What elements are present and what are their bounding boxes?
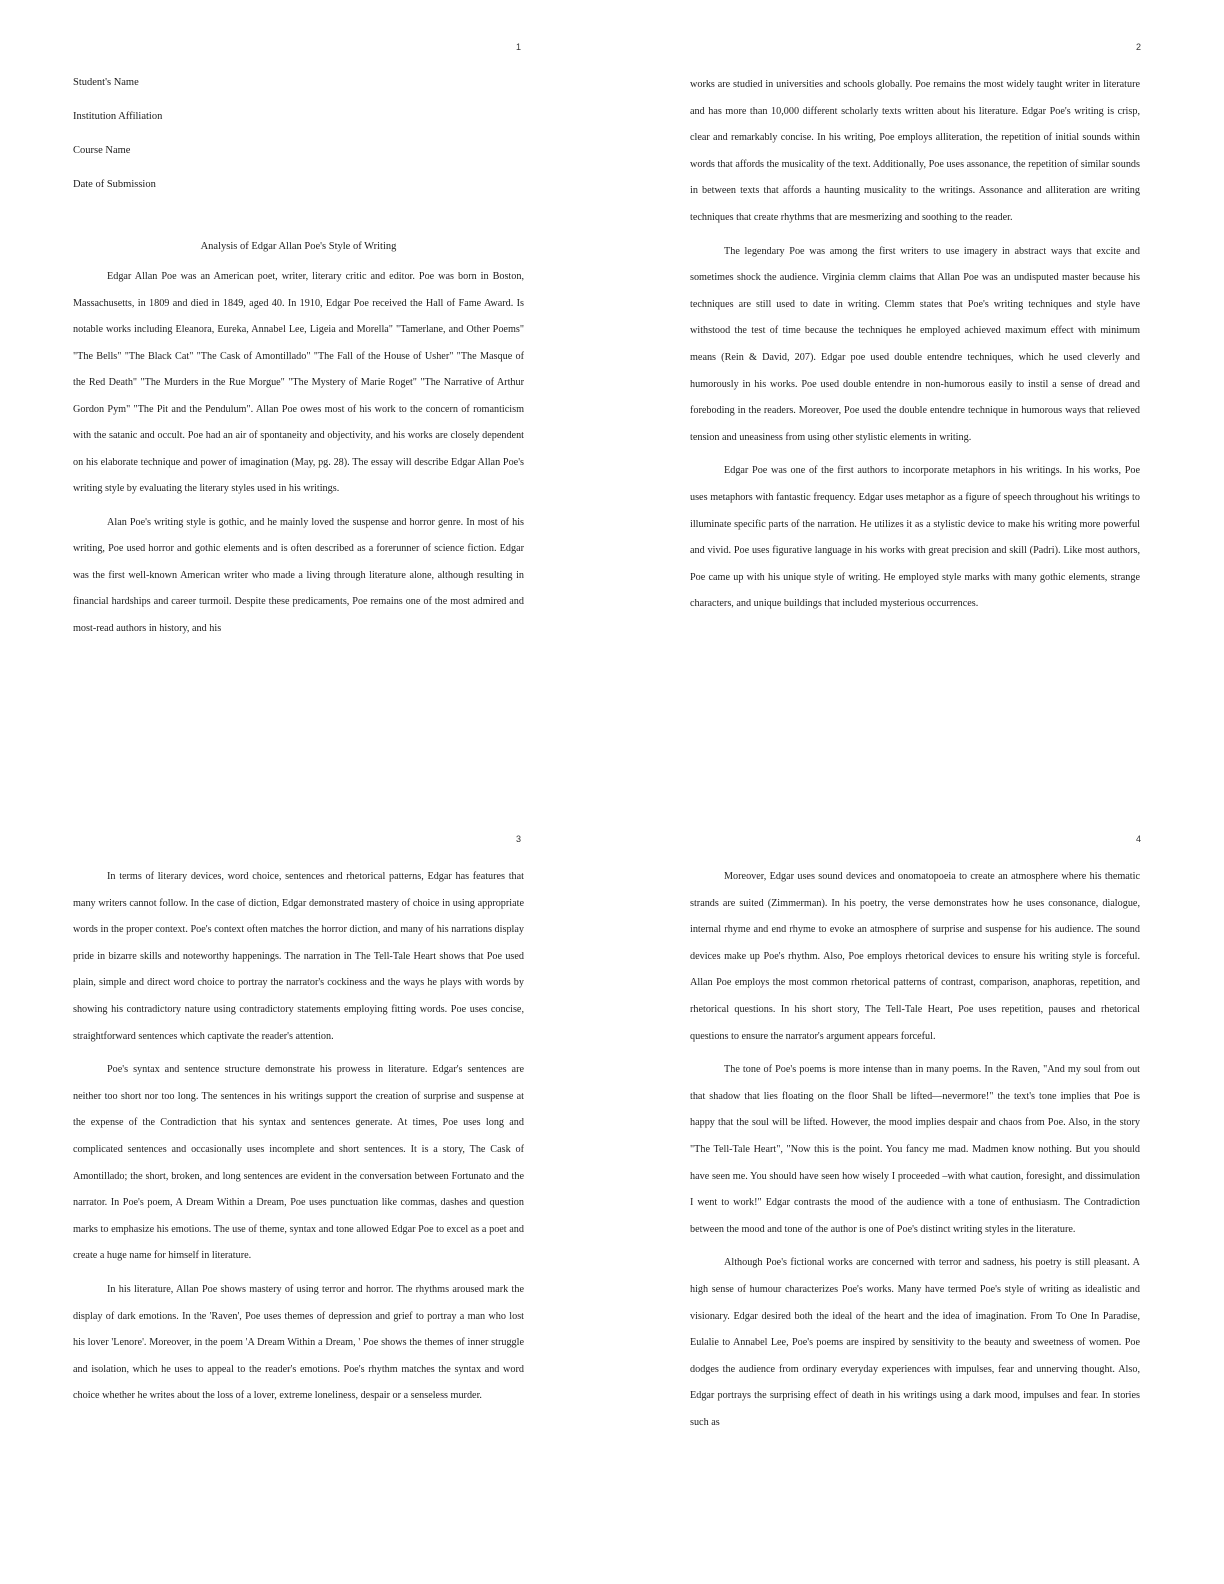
- page-number: 2: [1136, 42, 1142, 52]
- paragraph: The legendary Poe was among the first writers to use imagery in abstract ways that excite and sometimes shock the audience. Virginia clemm claims that Allan Poe was an undisputed master because his techniques are still used to date in writing. Clemm states that Poe's writing techniques and style have withstood the test of time because the techniques he employed achieved maximum effect with minimum means (Rein & David, 207). Edgar poe used double entendre techniques, which he used cleverly and humorously in his works. Poe used double entendre in non-humorous easily to instil a sense of dread and foreboding in the readers. Moreover, Poe used the double entendre technique in humorous ways that relieved tension and uneasiness from using other stylistic elements in writing.: [690, 245, 1140, 443]
- paragraph: Alan Poe's writing style is gothic, and he mainly loved the suspense and horror genre. In most of his writing, Poe used horror and gothic elements and is often described as a forerunner of science fiction. Edgar was the first well-known American writer who made a living through literature alone, although resulting in financial hardships and career turmoil. Despite these predicaments, Poe remains one of the most admired and most-read authors in history, and his: [73, 516, 524, 634]
- page-body: [690, 72, 1140, 625]
- course-name: Course Name: [73, 145, 131, 156]
- paragraph: Poe's syntax and sentence structure demonstrate his prowess in literature. Edgar's sentences are neither too short nor too long. The sentences in his writings support the creation of surprise and suspense at the expense of the Contradiction that his syntax and sentences generate. At times, Poe uses long and complicated sentences and occasionally uses incomplete and short sentences. It is a story, The Cask of Amontillado; the short, broken, and long sentences are evident in the conversation between Fortunato and the narrator. In Poe's poem, A Dream Within a Dream, Poe uses punctuation like commas, dashes and question marks to emphasize his emotions. The use of theme, syntax and tone allowed Edgar Poe to excel as a poet and create a huge name for himself in literature.: [73, 1064, 524, 1262]
- submission-date: Date of Submission: [73, 179, 156, 190]
- page-4: [612, 792, 1224, 1584]
- paragraph: Moreover, Edgar uses sound devices and onomatopoeia to create an atmosphere where his thematic strands are suited (Zimmerman). In his poetry, the verse demonstrates how he uses consonance, dialogue, internal rhyme and end rhyme to evoke an atmosphere of surprise and suspense for his audience. The sound devices make up Poe's rhythm. Also, Poe employs rhetorical devices to ensure his writing style is forceful. Allan Poe employs the most common rhetorical patterns of contrast, comparison, anaphoras, repetition, and rhetorical questions. In his short story, The Tell-Tale Heart, Poe uses repetition, pauses and rhetorical questions to ensure the narrator's argument appears forceful.: [690, 871, 1140, 1042]
- student-name: Student's Name: [73, 77, 139, 88]
- paragraph: Edgar Allan Poe was an American poet, writer, literary critic and editor. Poe was born in Boston, Massachusetts, in 1809 and died in 1849, aged 40. In 1910, Edgar Poe received the Hall of Fame Award. Is notable works including Eleanora, Eureka, Annabel Lee, Ligeia and Morella" "Tamerlane, and Other Poems" "The Bells" "The Black Cat" "The Cask of Amontillado" "The Fall of the House of Usher" "The Masque of the Red Death" "The Murders in the Rue Morgue" "The Mystery of Marie Roget" "The Narrative of Arthur Gordon Pym" "The Pit and the Pendulum". Allan Poe owes most of his work to the concern of romanticism with the satanic and occult. Poe had an air of spontaneity and objectivity, and his works are closely dependent on his elaborate technique and power of imagination (May, pg. 28). The essay will describe Edgar Allan Poe's writing style by evaluating the literary styles used in his writings.: [73, 271, 524, 494]
- page-number: 4: [1136, 834, 1142, 844]
- page-body: [690, 864, 1140, 1443]
- page-number: 1: [516, 42, 522, 52]
- paragraph: Although Poe's fictional works are concerned with terror and sadness, his poetry is still pleasant. A high sense of humour characterizes Poe's works. Many have termed Poe's style of writing as idealistic and visionary. Edgar desired both the ideal of the heart and the idea of imagination. From To One In Paradise, Eulalie to Annabel Lee, Poe's poems are inspired by sensitivity to the beauty and sweetness of women. Poe dodges the audience from ordinary everyday experiences with impulses, fear and unnerving thought. Also, Edgar portrays the surprising effect of death in his writings using a dark mood, impulses and fear. In stories such as: [690, 1257, 1140, 1428]
- paragraph: The tone of Poe's poems is more intense than in many poems. In the Raven, "And my soul from out that shadow that lies floating on the floor Shall be lifted—nevermore!" the text's tone implies that Poe is happy that the soul will be lifted. However, the mood implies despair and chaos from Poe. Also, in the story "The Tell-Tale Heart", "Now this is the point. You fancy me mad. Madmen know nothing. But you should have seen me. You should have seen how wisely I proceeded –with what caution, foresight, and dissimulation I went to work!" Edgar contrasts the mood of the audience with a tone of enthusiasm. The Contradiction between the mood and tone of the author is one of Poe's distinct writing styles in the literature.: [690, 1064, 1140, 1235]
- paragraph: works are studied in universities and schools globally. Poe remains the most widely taught writer in literature and has more than 10,000 different scholarly texts written about his literature. Edgar Poe's writing is crisp, clear and remarkably concise. In his writing, Poe employs alliteration, the repetition of initial sounds within words that affords the musicality of the text. Additionally, Poe uses assonance, the repetition of similar sounds in between texts that affords a haunting musicality to the writings. Assonance and alliteration are writing techniques that create rhythms that are mesmerizing and soothing to the reader.: [690, 79, 1140, 223]
- page-body: [73, 66, 524, 649]
- paragraph: Edgar Poe was one of the first authors to incorporate metaphors in his writings. In his works, Poe uses metaphors with fantastic frequency. Edgar uses metaphor as a figure of speech throughout his writings to illuminate specific parts of the narration. He utilizes it as a stylistic device to make his writing more powerful and vivid. Poe uses figurative language in his works with great precision and skill (Padri). Like most authors, Poe came up with his unique style of writing. He employed style marks with many gothic elements, strange characters, and unique buildings that included mysterious occurrences.: [690, 465, 1140, 610]
- page-1: [0, 0, 612, 792]
- paragraph: In terms of literary devices, word choice, sentences and rhetorical patterns, Edgar has features that many writers cannot follow. In the case of diction, Edgar demonstrated mastery of choice in using appropriate words in the proper context. Poe's context often matches the horror diction, and many of his narrations display pride in bizarre skills and noteworthy happenings. The narration in The Tell-Tale Heart shows that Poe used plain, simple and direct word choice to portray the narrator's cockiness and the ways he plays with words by showing his contradictory nature using contradictory statements employing fitting words. Poe uses concise, straightforward sentences which captivate the reader's attention.: [73, 871, 524, 1042]
- page-2: [612, 0, 1224, 792]
- paragraph: In his literature, Allan Poe shows mastery of using terror and horror. The rhythms aroused mark the display of dark emotions. In the 'Raven', Poe uses themes of depression and grief to portray a man who lost his lover 'Lenore'. Moreover, in the poem 'A Dream Within a Dream, ' Poe shows the themes of inner struggle and isolation, which he uses to appeal to the reader's emotions. Poe's rhythm matches the syntax and word choice whether he writes about the loss of a lover, extreme loneliness, despair or a senseless murder.: [73, 1283, 524, 1402]
- page-3: [0, 792, 612, 1584]
- page-number: 3: [516, 834, 522, 844]
- institution-affiliation: Institution Affiliation: [73, 111, 163, 122]
- page-body: [73, 864, 524, 1417]
- essay-title: Analysis of Edgar Allan Poe's Style of Writing: [200, 241, 397, 252]
